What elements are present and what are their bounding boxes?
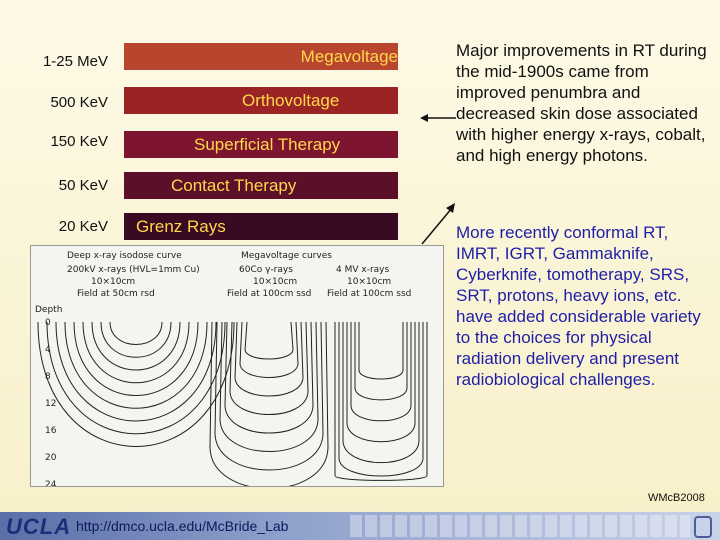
isodose-curve [339, 322, 423, 476]
bar-contact [124, 172, 398, 199]
isodose-curves-image [31, 246, 443, 486]
bar-label: Orthovoltage [242, 90, 340, 110]
ucla-logo: UCLA [6, 514, 72, 539]
isodose-curve [83, 322, 189, 383]
author-credit: WMcB2008 [648, 492, 705, 504]
isodose-curve [92, 322, 180, 370]
isodose-curve [245, 322, 293, 359]
isodose-curve [47, 322, 225, 434]
figure-left-title: Deep x-ray isodose curve [67, 251, 182, 261]
depth-tick: 0 [45, 318, 51, 328]
bar-orthovoltage [124, 87, 398, 114]
figure-col3-head: 4 MV x-rays [336, 265, 390, 275]
isodose-curve [56, 322, 216, 421]
isodose-curve [38, 322, 234, 447]
depth-label: Depth [35, 305, 63, 315]
bar-label: Contact Therapy [171, 175, 297, 195]
energy-label: 150 KeV [50, 133, 108, 150]
isodose-curve [210, 322, 328, 486]
bar-superficial [124, 131, 398, 158]
arrow-up-right-icon [418, 200, 458, 248]
arrow-left-icon [418, 108, 458, 128]
energy-label: 50 KeV [58, 177, 108, 194]
figure-col2-head: 60Co γ-rays [239, 265, 293, 275]
bar-label: Superficial Therapy [194, 134, 341, 154]
isodose-curve [351, 322, 411, 421]
isodose-curve [359, 322, 403, 379]
isodose-curve [335, 322, 427, 480]
depth-tick: 20 [45, 453, 57, 463]
isodose-curve [240, 322, 298, 378]
depth-axis [45, 318, 57, 486]
energy-label: 500 KeV [50, 94, 108, 111]
figure-col1-rsd: Field at 50cm rsd [77, 289, 155, 299]
isodose-lines [38, 322, 427, 486]
isodose-curve [347, 322, 415, 442]
recent-modalities-paragraph: More recently conformal RT, IMRT, IGRT, Gammaknife, Cyberknife, tomotherapy, SRS, SRT, protons, heavy ions, etc. have added considerable variety to the choices for physical radiation delivery and present radiobiological challenges. [456, 223, 701, 389]
figure-col3-ssd: Field at 100cm ssd [327, 289, 412, 299]
isodose-curve [355, 322, 407, 400]
figure-col1-head: 200kV x-rays (HVL=1mm Cu) [67, 265, 200, 275]
depth-tick: 4 [45, 345, 51, 355]
improvements-paragraph: Major improvements in RT during the mid-1900s came from improved penumbra and decreased skin dose associated with higher energy x-rays, cobalt, and high energy photons. [456, 41, 707, 165]
energy-label: 20 KeV [58, 218, 108, 235]
figure-right-title: Megavoltage curves [241, 251, 332, 261]
figure-col2-field: 10×10cm [253, 277, 298, 287]
figure-col2-ssd: Field at 100cm ssd [227, 289, 312, 299]
figure-col3-field: 10×10cm [347, 277, 392, 287]
depth-tick: 24 [45, 480, 57, 486]
depth-tick: 16 [45, 426, 57, 436]
depth-tick: 12 [45, 399, 57, 409]
isodose-curve [220, 322, 318, 452]
bar-megavoltage [124, 43, 398, 70]
energy-label: 1-25 MeV [42, 53, 108, 70]
depth-tick: 8 [45, 372, 51, 382]
bar-label: Megavoltage [300, 46, 398, 66]
footer-url-link[interactable]: http://dmco.ucla.edu/McBride_Lab [76, 518, 289, 534]
footer-decoration [350, 515, 690, 537]
isodose-curve [101, 322, 171, 357]
bar-grenz [124, 213, 398, 240]
isodose-curve [110, 322, 162, 345]
figure-col1-field: 10×10cm [91, 277, 136, 287]
bar-label: Grenz Rays [136, 216, 226, 236]
document-icon [694, 516, 712, 538]
isodose-figure [30, 245, 444, 487]
